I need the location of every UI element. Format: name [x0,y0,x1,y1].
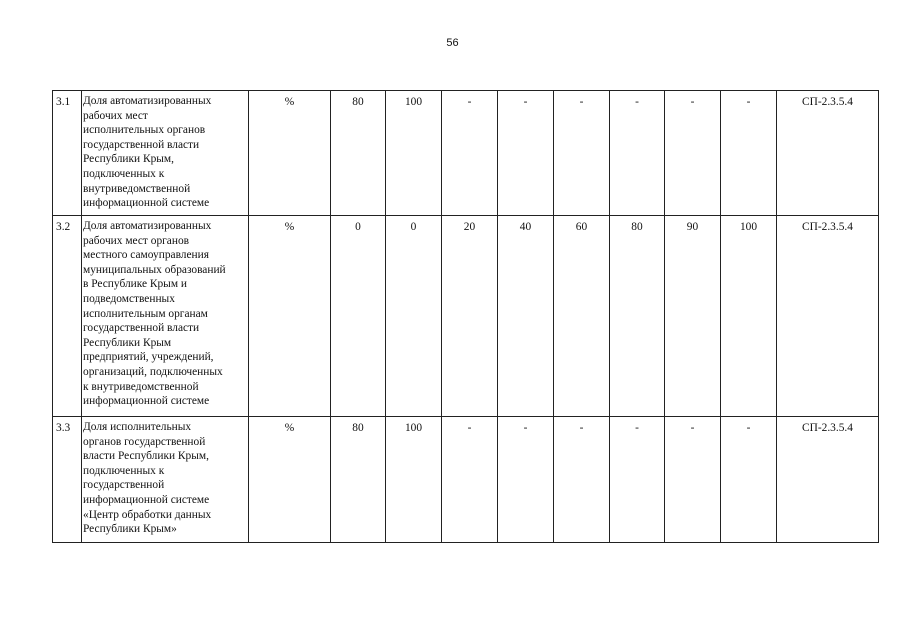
value-cell: - [442,417,498,543]
value-cell: 40 [498,216,554,417]
source-code-cell: СП-2.3.5.4 [777,91,879,216]
value-cell: 0 [331,216,386,417]
value-cell: 80 [610,216,665,417]
value-cell: 20 [442,216,498,417]
value-cell: - [442,91,498,216]
table-row [53,216,879,417]
value-cell: - [721,91,777,216]
indicators-table [52,90,879,543]
unit-cell: % [249,91,331,216]
row-number: 3.2 [53,216,82,417]
value-cell: - [665,91,721,216]
value-cell: - [554,91,610,216]
indicator-name-cell [82,417,249,543]
indicator-name: Доля исполнительных органов государственной власти Республики Крым, подключенных к государственной информационной системе «Центр обработки данных Республики Крым» [83,421,212,536]
value-cell: - [498,417,554,543]
value-cell: 0 [386,216,442,417]
unit-cell: % [249,216,331,417]
indicator-name: Доля автоматизированных рабочих мест органов местного самоуправления муниципальных образований в Республике Крым и подведомственных исполнительным органам государственной власти Республики Крым предприятий, учреждений, организаций, подключенных к внутриведомственной информационной системе [83,220,226,408]
value-cell: 60 [554,216,610,417]
value-cell: 100 [386,417,442,543]
value-cell: - [610,417,665,543]
value-cell: - [498,91,554,216]
indicator-name: Доля автоматизированных рабочих мест исполнительных органов государственной власти Республики Крым, подключенных к внутриведомственной информационной системе [83,95,212,210]
unit-cell: % [249,417,331,543]
value-cell: - [610,91,665,216]
indicator-name-cell [82,91,249,216]
table-row [53,417,879,543]
source-code-cell: СП-2.3.5.4 [777,417,879,543]
value-cell: 80 [331,91,386,216]
value-cell: 100 [721,216,777,417]
table-row [53,91,879,216]
row-number: 3.3 [53,417,82,543]
value-cell: 80 [331,417,386,543]
indicator-name-cell [82,216,249,417]
value-cell: 100 [386,91,442,216]
page-number: 56 [446,37,459,49]
value-cell: - [554,417,610,543]
value-cell: - [665,417,721,543]
value-cell: 90 [665,216,721,417]
source-code-cell: СП-2.3.5.4 [777,216,879,417]
value-cell: - [721,417,777,543]
row-number: 3.1 [53,91,82,216]
